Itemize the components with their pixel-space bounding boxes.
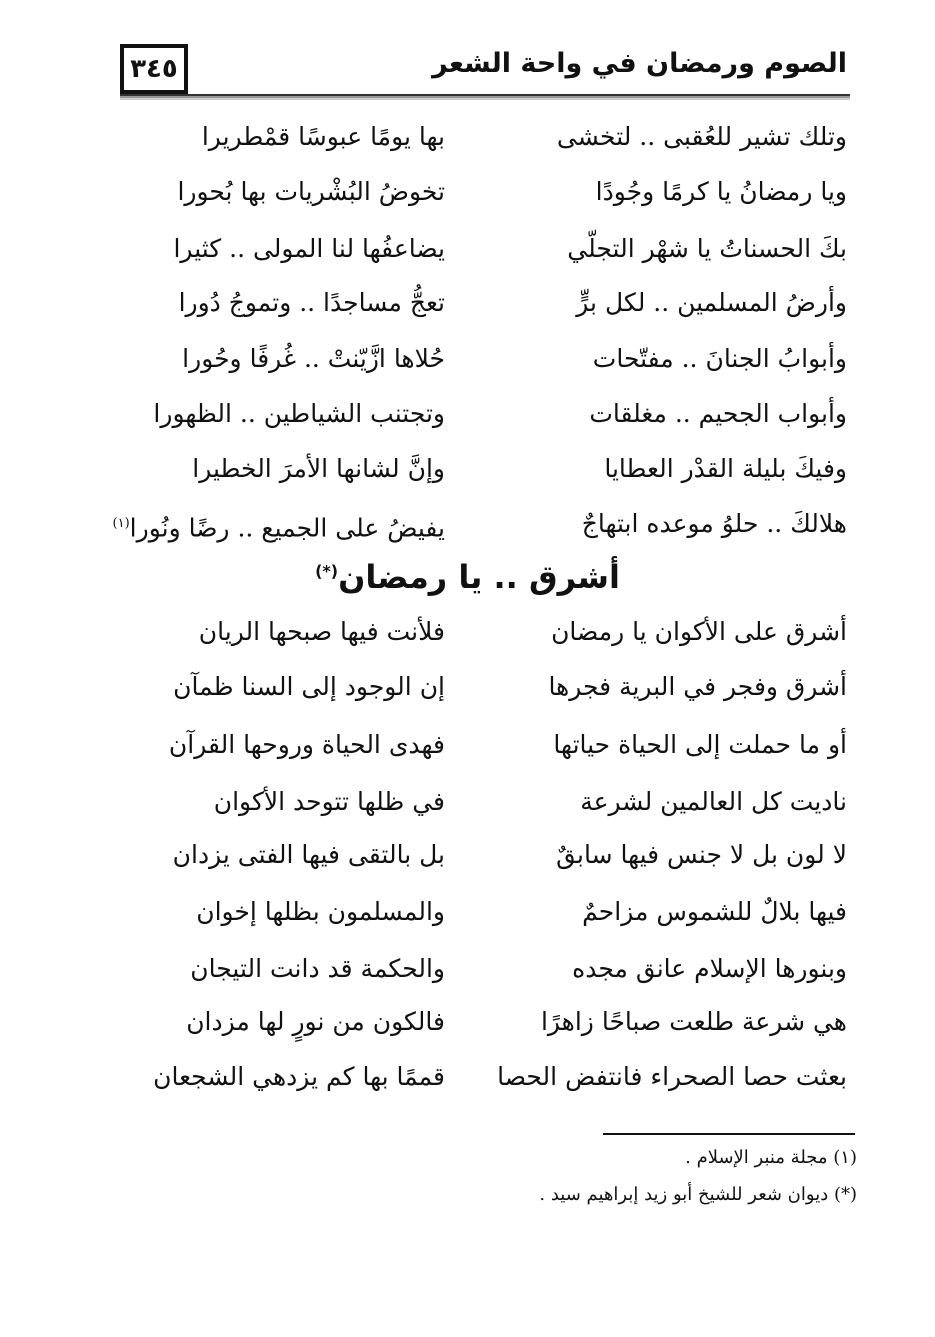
verse-first-hemistich: أشرق وفجر في البرية فجرها bbox=[548, 672, 847, 701]
section-title bbox=[0, 558, 935, 596]
verse-first-hemistich: وبنورها الإسلام عانق مجده bbox=[572, 954, 847, 983]
verse-first-hemistich: فيها بلالٌ للشموس مزاحمٌ bbox=[582, 897, 847, 926]
verse-first-hemistich: وأرضُ المسلمين .. لكل برٍّ bbox=[576, 288, 847, 317]
verse-second-hemistich: تخوضُ البُشْريات بها بُحورا bbox=[177, 177, 445, 206]
verse-second-text: يفيضُ على الجميع .. رضًا ونُورا bbox=[129, 513, 445, 543]
verse-second-hemistich: والحكمة قد دانت التيجان bbox=[190, 954, 445, 983]
verse-second-hemistich: وتجتنب الشياطين .. الظهورا bbox=[153, 399, 445, 428]
section-title-text: أشرق .. يا رمضان bbox=[338, 558, 620, 596]
page-number: ٣٤٥ bbox=[130, 54, 178, 84]
verse-first-hemistich: بكَ الحسناتُ يا شهْر التجلّي bbox=[567, 234, 847, 263]
verse-first-hemistich: ناديت كل العالمين لشرعة bbox=[580, 787, 847, 816]
verse-first-hemistich: بعثت حصا الصحراء فانتفض الحصا bbox=[497, 1062, 847, 1091]
footnote-marker: (*) bbox=[315, 561, 339, 581]
verse-first-hemistich: أشرق على الأكوان يا رمضان bbox=[551, 617, 847, 646]
verse-second-hemistich: والمسلمون بظلها إخوان bbox=[196, 897, 445, 926]
header-rule bbox=[120, 94, 850, 100]
running-title: الصوم ورمضان في واحة الشعر bbox=[432, 48, 847, 79]
verse-first-hemistich: وأبواب الجحيم .. مغلقات bbox=[589, 399, 847, 428]
verse-second-hemistich: يضاعفُها لنا المولى .. كثيرا bbox=[173, 234, 445, 263]
footnote-marker: (١) bbox=[112, 516, 130, 531]
verse-second-hemistich: فهدى الحياة وروحها القرآن bbox=[168, 730, 445, 759]
verse-first-hemistich: لا لون بل لا جنس فيها سابقٌ bbox=[556, 840, 847, 869]
verse-second-hemistich: بل بالتقى فيها الفتى يزدان bbox=[172, 840, 445, 869]
verse-first-hemistich: وتلك تشير للعُقبى .. لتخشى bbox=[556, 122, 847, 151]
verse-first-hemistich: هي شرعة طلعت صباحًا زاهرًا bbox=[540, 1007, 847, 1036]
verse-first-hemistich: ويا رمضانُ يا كرمًا وجُودًا bbox=[595, 177, 847, 206]
verse-second-hemistich bbox=[100, 507, 445, 541]
verse-second-hemistich: فالكون من نورٍ لها مزدان bbox=[186, 1007, 445, 1036]
verse-first-hemistich: أو ما حملت إلى الحياة حياتها bbox=[553, 730, 847, 759]
verse-second-hemistich: قممًا بها كم يزدهي الشجعان bbox=[153, 1062, 445, 1091]
verse-second-hemistich: وإنَّ لشانها الأمرَ الخطيرا bbox=[192, 454, 445, 483]
verse-second-hemistich: إن الوجود إلى السنا ظمآن bbox=[173, 672, 445, 701]
verse-second-hemistich: بها يومًا عبوسًا قمْطريرا bbox=[201, 122, 445, 151]
footnote: (*) ديوان شعر للشيخ أبو زيد إبراهيم سيد . bbox=[539, 1184, 857, 1205]
verse-second-hemistich: فلأنت فيها صبحها الريان bbox=[198, 617, 445, 646]
verse-first-hemistich: هلالكَ .. حلوُ موعده ابتهاجٌ bbox=[581, 509, 847, 538]
verse-first-hemistich: وأبوابُ الجنانَ .. مفتّحات bbox=[592, 344, 847, 373]
footnote-rule bbox=[603, 1133, 855, 1135]
footnote: (١) مجلة منبر الإسلام . bbox=[685, 1147, 857, 1168]
verse-first-hemistich: وفيكَ بليلة القدْر العطايا bbox=[604, 454, 847, 483]
verse-second-hemistich: تعجُّ مساجدًا .. وتموجُ دُورا bbox=[178, 288, 445, 317]
verse-second-hemistich: في ظلها تتوحد الأكوان bbox=[213, 787, 445, 816]
verse-second-hemistich: حُلاها ازَّيّنتْ .. غُرفًا وحُورا bbox=[182, 344, 445, 373]
page-number-box bbox=[120, 44, 188, 94]
